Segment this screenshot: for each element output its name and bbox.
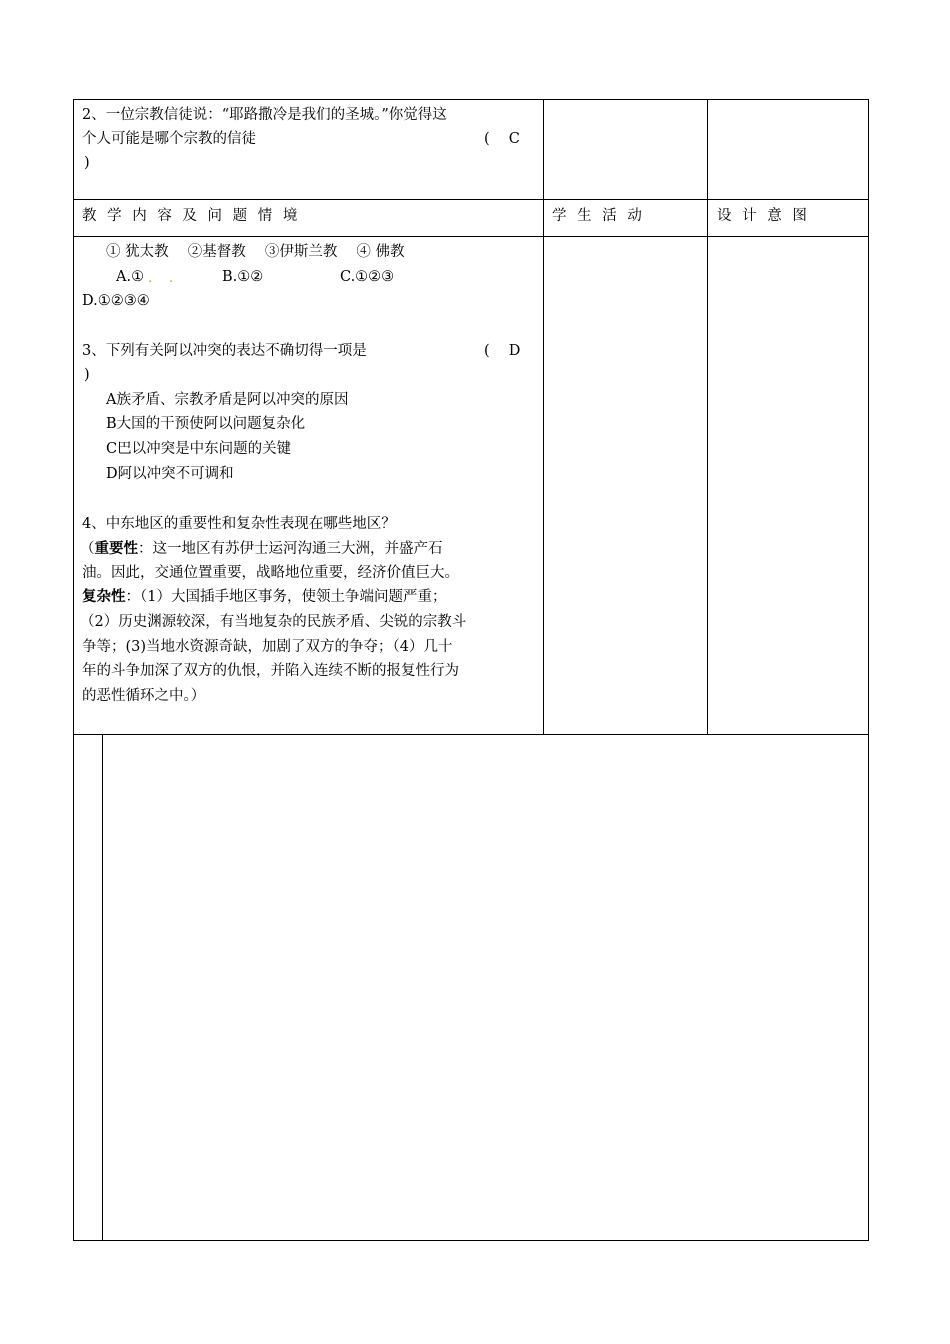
q3-option-a: A族矛盾、宗教矛盾是阿以冲突的原因 (106, 392, 349, 408)
q2-options: ① 犹太教 ②基督教 ③伊斯兰教 ④ 佛教 (106, 244, 405, 260)
q3-option-d: D阿以冲突不可调和 (106, 466, 234, 482)
q4-line-7: 的恶性循环之中。） (82, 688, 206, 704)
header-bottom-border (73, 236, 869, 237)
q2-line-2: 个人可能是哪个宗教的信徒 (82, 131, 256, 147)
q4-importance-text: ：这一地区有苏伊士运河沟通三大洲，并盛产石 (138, 541, 443, 557)
q4-line-3 (82, 585, 446, 610)
table-bottom-border (73, 1240, 869, 1241)
q4-complexity-label: 复杂性 (82, 589, 126, 605)
header-teaching-content: 教 学 内 容 及 问 题 情 境 (82, 208, 301, 224)
q4-line-4: （2）历史渊源较深，有当地复杂的民族矛盾、尖锐的宗教斗 (80, 614, 467, 630)
q4-line-6: 年的斗争加深了双方的仇恨，并陷入连续不断的报复性行为 (82, 663, 459, 679)
q4-title: 4、中东地区的重要性和复杂性表现在哪些地区？ (82, 516, 396, 532)
table-top-border (73, 99, 869, 100)
lower-narrow-col-divider (102, 734, 103, 1241)
q2-answer-close: ) (84, 155, 90, 171)
table-right-border (868, 99, 869, 1241)
col-divider-2 (707, 99, 708, 735)
q2-answer: ( C (484, 131, 520, 147)
q4-importance-label: 重要性 (94, 541, 138, 557)
header-top-border (73, 199, 869, 200)
decorative-dots: . . (148, 270, 180, 286)
table-left-border (73, 99, 74, 1241)
q3-answer: ( D (484, 343, 521, 359)
option-c: C.①②③ (340, 269, 395, 285)
q4-line-2: 油。因此，交通位置重要，战略地位重要，经济价值巨大。 (82, 565, 459, 581)
col-divider-1 (543, 99, 544, 735)
header-student-activity: 学 生 活 动 (552, 208, 645, 224)
option-b: B.①② (222, 269, 264, 285)
q3-option-c: C巴以冲突是中东问题的关键 (106, 441, 292, 457)
q4-open-paren: （ (80, 541, 95, 557)
q2-line-1: 2、一位宗教信徒说：“耶路撒冷是我们的圣城。”你觉得这 (82, 107, 447, 123)
q4-line-1 (80, 537, 443, 562)
q4-line-5: 争等；(3)当地水资源奇缺，加剧了双方的争夺；（4）几十 (82, 639, 453, 655)
q3-answer-close: ) (84, 367, 90, 383)
option-d: D.①②③④ (82, 293, 150, 309)
section-divider (73, 734, 869, 735)
q3-line-1: 3、下列有关阿以冲突的表达不确切得一项是 (82, 343, 367, 359)
header-design-intent: 设 计 意 图 (717, 208, 810, 224)
q4-complexity-text: ：（1）大国插手地区事务，使领土争端问题严重； (125, 589, 447, 605)
q3-option-b: B大国的干预使阿以问题复杂化 (106, 416, 306, 432)
option-a: A.① (116, 269, 145, 285)
